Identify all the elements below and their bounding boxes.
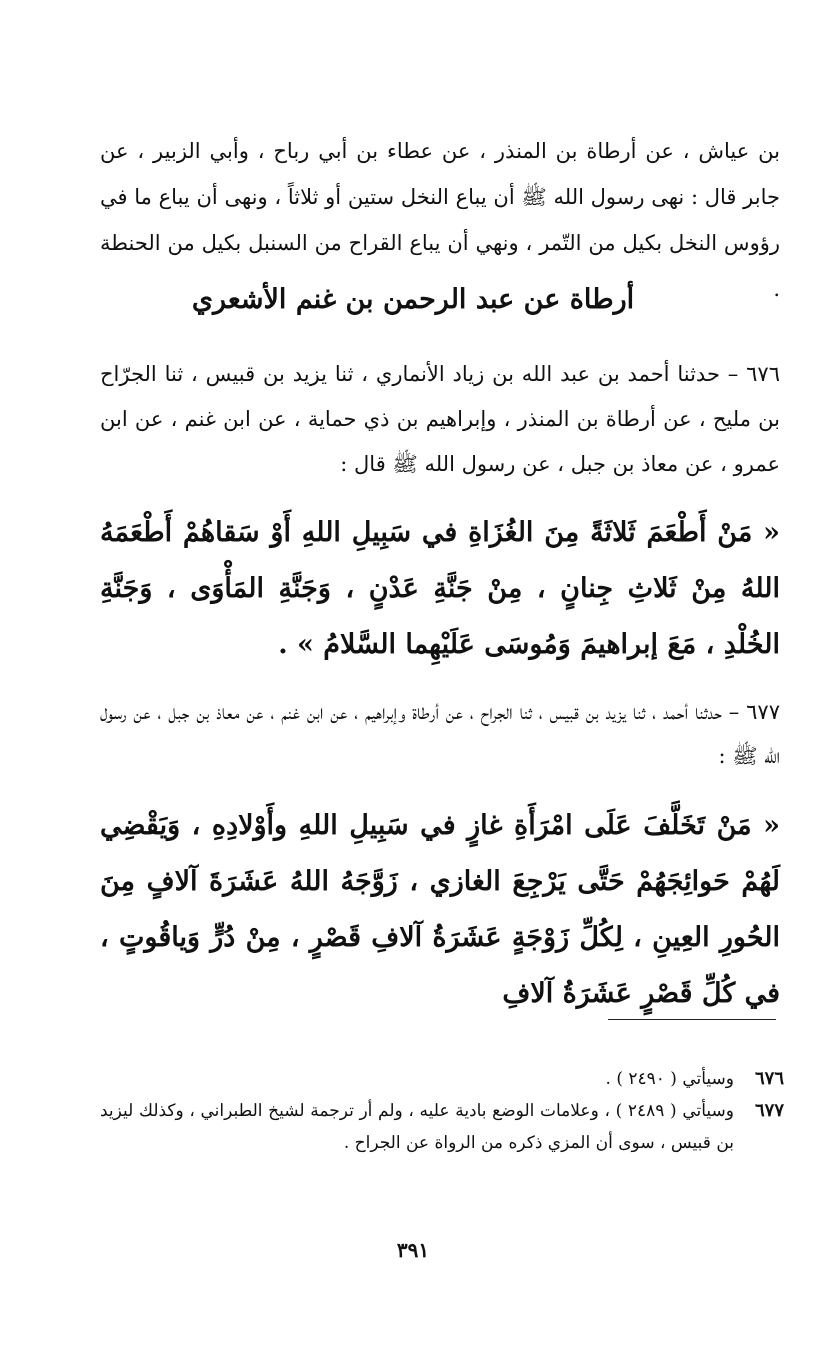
footnote-677 <box>100 1095 784 1159</box>
section-heading: أرطاة عن عبد الرحمن بن غنم الأشعري <box>191 284 635 315</box>
footnotes <box>100 1063 784 1159</box>
hadith-677-isnad: ٦٧٧ – حدثنا أحمد ، ثنا يزيد بن قبيس ، ثنا الجراح ، عن أرطاة وإبراهيم ، عن ابن غنم ، عن معاذ بن جبل ، عن رسول الله ﷺ : <box>100 700 780 768</box>
footnote-number: ٦٧٧ <box>754 1100 784 1121</box>
footnote-text: وسيأتي ( ٢٤٨٩ ) ، وعلامات الوضع بادية عليه ، ولم أر ترجمة لشيخ الطبراني ، وكذلك ليزيد بن قبيس ، سوى أن المزي ذكره من الرواة عن الجراح . <box>100 1101 735 1153</box>
footnote-text: وسيأتي ( ٢٤٩٠ ) . <box>605 1069 734 1089</box>
intro-paragraph: بن عياش ، عن أرطاة بن المنذر ، عن عطاء بن أبي رباح ، وأبي الزبير ، عن جابر قال : نهى رسول الله ﷺ أن يباع النخل ستين أو ثلاثاً ، ونهى أن يباع ما في رؤوس النخل بكيل من التّمر ، ونهي أن يباع القراح من السنبل بكيل من الحنطة . <box>100 139 780 301</box>
hadith-676-matn: « مَنْ أَطْعَمَ ثَلاثَةً مِنَ الغُزَاةِ في سَبِيلِ اللهِ أَوْ سَقاهُمْ أَطْعَمَهُ اللهُ مِنْ ثَلاثِ جِنانٍ ، مِنْ جَنَّةِ عَدْنٍ ، وَجَنَّةِ المَأْوَى ، وَجَنَّةِ الخُلْدِ ، مَعَ إبراهيمَ وَمُوسَى عَلَيْهِما السَّلامُ » . <box>100 517 780 660</box>
page-number: ٣٩١ <box>396 1238 430 1262</box>
hadith-677-matn: « مَنْ تَخَلَّفَ عَلَى امْرَأَةِ غازٍ في سَبِيلِ اللهِ وأَوْلادِهِ ، وَيَقْضِي لَهُمْ حَوائِجَهُمْ حَتَّى يَرْجِعَ الغازي ، زَوَّجَهُ اللهُ عَشَرَةَ آلافٍ مِنَ الحُورِ العِينِ ، لِكُلِّ زَوْجَةٍ عَشَرَةُ آلافِ قَصْرٍ ، مِنْ دُرٍّ وَياقُوتٍ ، في كُلِّ قَصْرٍ عَشَرَةُ آلافِ <box>100 810 780 1009</box>
footnote-676 <box>100 1063 784 1095</box>
hadith-676-isnad: ٦٧٦ – حدثنا أحمد بن عبد الله بن زياد الأنماري ، ثنا يزيد بن قبيس ، ثنا الجرّاح بن مليح ، عن أرطاة بن المنذر ، وإبراهيم بن ذي حماية ، عن ابن غنم ، عن ابن عمرو ، عن معاذ بن جبل ، عن رسول الله ﷺ قال : <box>100 362 781 476</box>
footnote-divider <box>608 1019 776 1020</box>
footnote-number: ٦٧٦ <box>754 1068 784 1089</box>
